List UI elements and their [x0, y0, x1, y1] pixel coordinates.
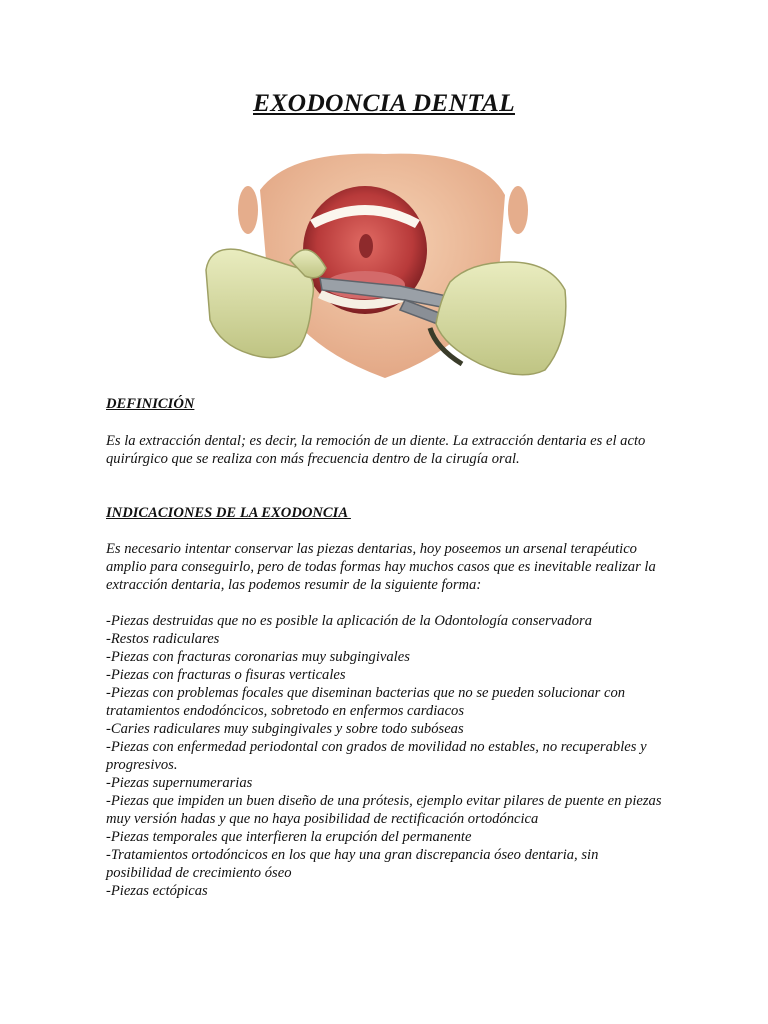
list-item: -Piezas ectópicas [106, 883, 208, 899]
list-item: -Piezas con enfermedad periodontal con grados de movilidad no estables, no recuperables y progresivos. [106, 739, 647, 773]
indications-intro: Es necesario intentar conservar las piezas dentarias, hoy poseemos un arsenal terapéutico amplio para conseguirlo, pero de todas formas hay muchos casos que es inevitable realizar la extracción dentaria, las podemos resumir de la siguiente forma: [106, 541, 656, 593]
left-ear [238, 186, 258, 234]
tooth-extraction-illustration [200, 150, 570, 382]
indications-list [106, 612, 666, 900]
indications-heading: INDICACIONES DE LA EXODONCIA [106, 505, 351, 521]
list-item: -Piezas con problemas focales que diseminan bacterias que no se pueden solucionar con tratamientos endodóncicos, sobretodo en enfermos cardiacos [106, 685, 626, 719]
definition-text: Es la extracción dental; es decir, la remoción de un diente. La extracción dentaria es el acto quirúrgico que se realiza con más frecuencia dentro de la cirugía oral. [106, 433, 646, 467]
list-item: -Piezas supernumerarias [106, 775, 253, 791]
list-item: -Caries radiculares muy subgingivales y sobre todo subóseas [106, 721, 464, 737]
list-item: -Piezas con fracturas coronarias muy subgingivales [106, 649, 410, 665]
list-item: -Restos radiculares [106, 631, 220, 647]
uvula [359, 234, 373, 258]
list-item: -Piezas que impiden un buen diseño de una prótesis, ejemplo evitar pilares de puente en piezas muy versión hadas y que no haya posibilidad de rectificación ortodóncica [106, 793, 662, 827]
list-item: -Piezas temporales que interfieren la erupción del permanente [106, 829, 472, 845]
list-item: -Piezas con fracturas o fisuras verticales [106, 667, 346, 683]
list-item: -Piezas destruidas que no es posible la aplicación de la Odontología conservadora [106, 613, 592, 629]
right-ear [508, 186, 528, 234]
document-title: EXODONCIA DENTAL [253, 88, 515, 117]
definition-heading: DEFINICIÓN [106, 396, 195, 412]
list-item: -Tratamientos ortodóncicos en los que hay una gran discrepancia óseo dentaria, sin posibilidad de crecimiento óseo [106, 847, 599, 881]
